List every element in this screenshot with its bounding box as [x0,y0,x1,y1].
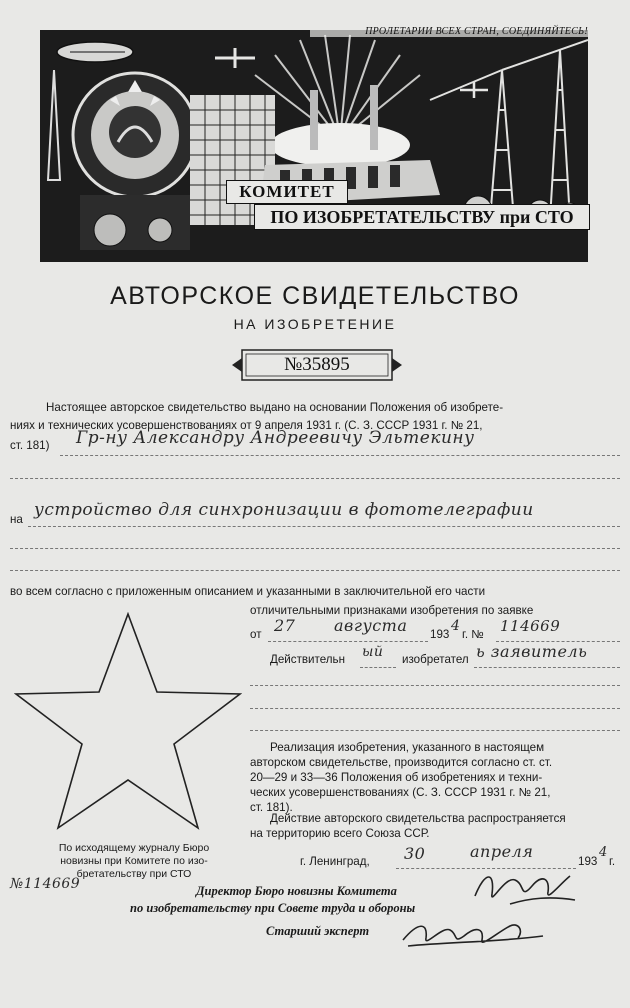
invention-rule [28,526,620,527]
director-title-line-1: Директор Бюро новизны Комитета [196,884,397,898]
blank-rule [10,478,620,479]
certificate-number: №35895 [284,354,350,375]
director-signature [470,866,580,910]
place-city: г. Ленинград, [300,855,370,868]
application-from-label: от [250,628,262,641]
date-year-suffix: г. [609,855,616,868]
valid-label-2: изобретател [402,653,469,666]
realization-line-3: 20—29 и 33—36 Положения об изобретениях и техни- [250,771,543,784]
intro-line-3: ст. 181) [10,439,50,452]
valid-label-1: Действительн [270,653,345,666]
application-day-handwritten: 27 [274,616,296,635]
valid-rule-2 [474,667,620,668]
date-year-digit: 4 [599,845,608,860]
valid-role-handwritten: ь заявитель [476,642,588,661]
recipient-name-handwritten: Гр-ну Александру Андреевичу Эльтекину [76,428,475,448]
date-year-printed: 193 [578,855,598,868]
committee-title-line1: КОМИТЕТ [226,180,348,204]
application-number-handwritten: 114669 [500,617,561,635]
header-slogan: ПРОЛЕТАРИИ ВСЕХ СТРАН, СОЕДИНЯЙТЕСЬ! [310,26,588,37]
journal-note-line-3: бретательству при СТО [76,868,192,880]
committee-title-line2: ПО ИЗОБРЕТАТЕЛЬСТВУ при СТО [254,204,590,230]
invention-title-handwritten: устройство для синхронизации в фототелеграфии [34,500,534,520]
realization-line-5: ст. 181). [250,801,293,814]
invention-prefix: на [10,513,23,526]
blank-rule-4 [250,685,620,686]
features-line: отличительными признаками изобретения по заявке [250,604,534,617]
blank-rule-5 [250,708,620,709]
date-day-handwritten: 30 [404,844,426,863]
journal-number-handwritten: №114669 [10,876,81,892]
application-number-label: г. № [462,628,484,641]
realization-line-1: Реализация изобретения, указанного в настоящем [270,741,545,754]
journal-note-line-2: новизны при Комитете по изо- [60,855,208,867]
star-seal-area [14,612,242,832]
application-year-printed: 193 [430,628,450,641]
date-month-handwritten: апреля [470,842,534,861]
recipient-rule [60,455,620,456]
intro-line-2: ниях и технических усовершенствованиях от 9 апреля 1931 г. (С. З. СССР 1931 г. № 21, [10,419,483,432]
blank-rule-6 [250,730,620,731]
according-line: во всем согласно с приложенным описанием и указанными в заключительной его части [10,585,486,598]
realization-line-2: авторском свидетельстве, производится согласно ст. ст. [250,756,553,769]
director-title-line-2: по изобретательству при Совете труда и обороны [130,901,416,915]
application-month-handwritten: августа [334,616,408,635]
intro-line-1: Настоящее авторское свидетельство выдано на основании Положения об изобрете- [46,401,504,414]
journal-note-line-1: По исходящему журналу Бюро [58,842,210,854]
expert-title: Старший эксперт [266,924,370,938]
document-title: АВТОРСКОЕ СВИДЕТЕЛЬСТВО [110,282,520,310]
realization-line-4: ческих усовершенствованиях (С. З. СССР 1931 г. № 21, [250,786,551,799]
valid-rule-1 [360,667,396,668]
document-subtitle: НА ИЗОБРЕТЕНИЕ [233,316,397,332]
effect-line-2: на территорию всего Союза ССР. [250,827,430,840]
expert-signature [398,912,548,952]
blank-rule-3 [10,570,620,571]
effect-line-1: Действие авторского свидетельства распространяется [270,812,566,825]
application-date-rule [268,641,428,642]
valid-ending-handwritten: ый [362,644,384,660]
application-year-digit: 4 [451,618,461,634]
blank-rule-2 [10,548,620,549]
